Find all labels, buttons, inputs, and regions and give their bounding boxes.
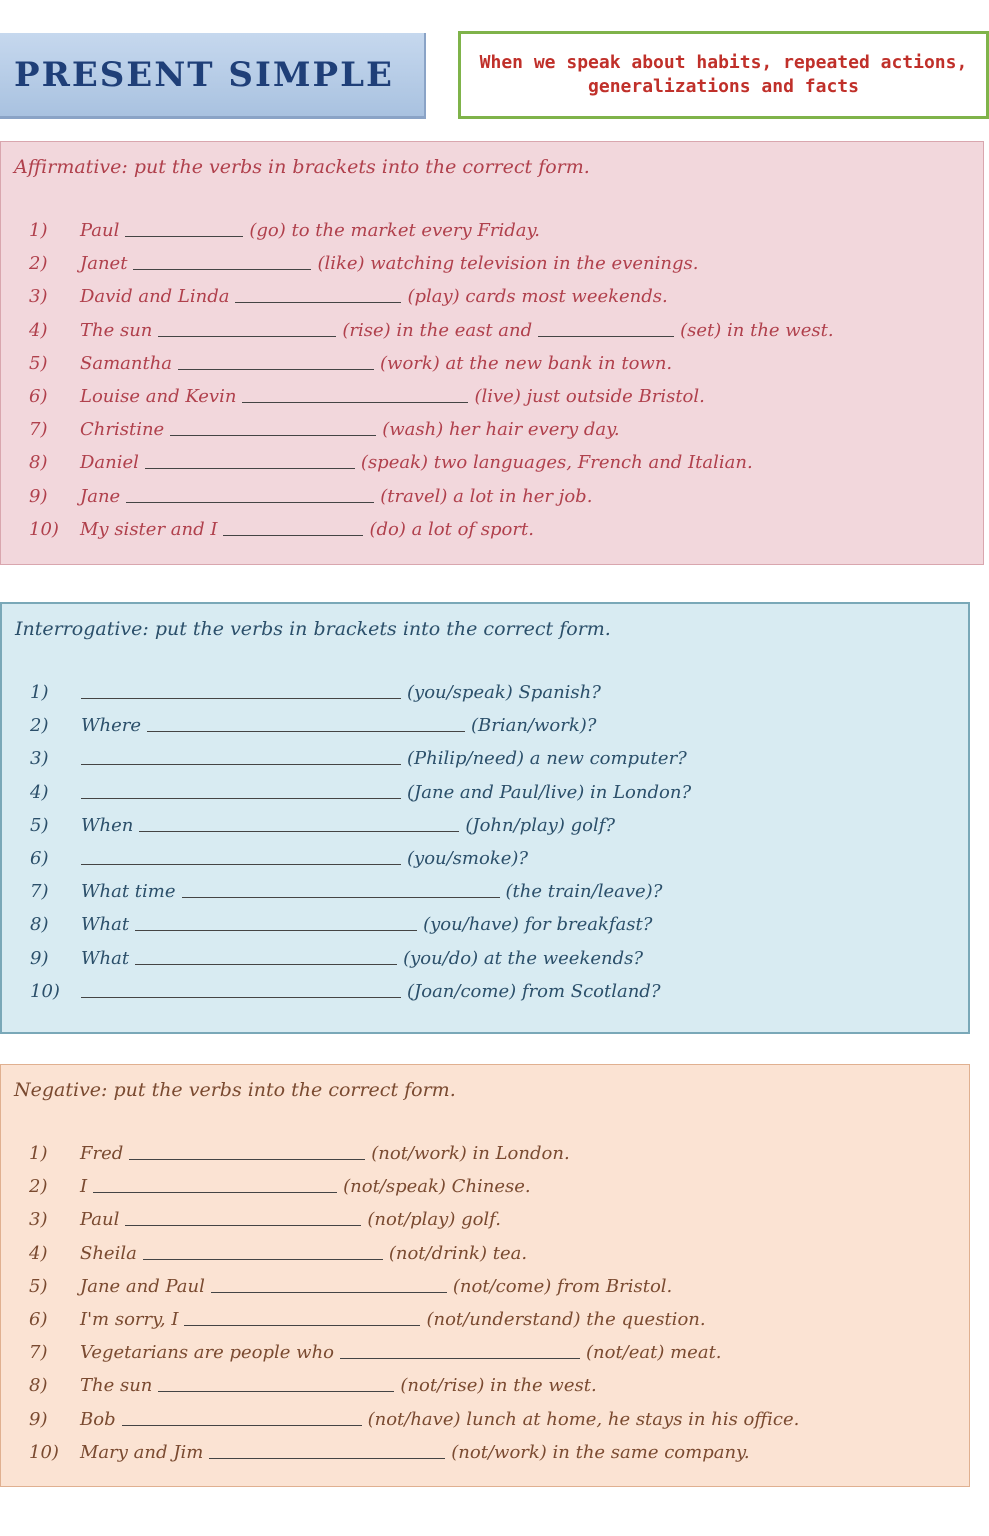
item-prompt: (Brian/work)? [471,715,597,737]
negative-section [0,1064,970,1487]
item-subject: What [81,947,130,969]
item-prompt: (like) watching television in the evenings. [317,253,699,275]
item-content [81,748,687,769]
item-content [80,1209,501,1230]
answer-blank[interactable] [147,717,465,732]
item-number: 10) [30,980,60,1002]
answer-blank[interactable] [182,883,500,898]
item-content [80,353,672,374]
item-subject: Bob [80,1408,116,1430]
item-prompt: (John/play) golf? [465,814,616,836]
item-number: 1) [29,220,48,241]
item-prompt: (not/drink) tea. [388,1242,528,1264]
item-content [81,881,662,902]
answer-blank[interactable] [178,355,374,370]
item-prompt: (not/speak) Chinese. [343,1176,531,1198]
item-number: 8) [29,1375,48,1397]
item-content [80,220,540,241]
item-number: 6) [29,1309,48,1330]
item-content [80,1409,799,1430]
answer-blank[interactable] [126,488,374,503]
item-subject: Mary and Jim [80,1441,204,1463]
item-number: 9) [29,485,48,507]
item-number: 3) [30,748,49,770]
affirmative-section [0,141,984,565]
item-prompt: (not/have) lunch at home, he stays in his office. [367,1408,800,1430]
answer-blank[interactable] [135,950,397,965]
item-number: 8) [29,452,48,474]
item-content [81,682,601,703]
interrogative-section [0,602,970,1034]
item-content [80,1442,750,1463]
item-subject: What [81,914,130,936]
answer-blank[interactable] [125,1211,361,1226]
answer-blank[interactable] [211,1278,447,1293]
item-content [81,848,528,869]
item-subject: Paul [80,220,120,241]
answer-blank[interactable] [81,850,401,865]
answer-blank[interactable] [143,1245,383,1260]
item-subject: Jane [80,485,121,507]
item-prompt: (rise) in the east and [342,319,533,341]
item-prompt: (the train/leave)? [505,881,663,903]
item-number: 9) [30,947,49,969]
item-number: 7) [30,881,49,903]
item-prompt: (not/eat) meat. [586,1342,722,1364]
answer-blank[interactable] [170,421,376,436]
section-heading: Affirmative: put the verbs in brackets into the correct form. [14,156,590,178]
item-number: 6) [29,386,48,407]
item-number: 5) [30,814,49,836]
item-subject: Janet [80,253,128,275]
item-prompt: (Philip/need) a new computer? [407,748,687,770]
item-prompt: (Jane and Paul/live) in London? [407,781,692,803]
item-content [80,286,668,307]
usage-note [458,31,989,119]
item-prompt: (speak) two languages, French and Italian. [360,452,753,474]
item-number: 4) [30,781,49,803]
item-number: 1) [30,682,49,703]
item-number: 4) [29,319,48,341]
item-subject: David and Linda [80,286,230,308]
item-content [80,1243,527,1264]
section-heading: Negative: put the verbs into the correct form. [14,1079,456,1101]
answer-blank[interactable] [209,1444,445,1459]
answer-blank[interactable] [81,750,401,765]
answer-blank[interactable] [158,322,336,337]
item-number: 4) [29,1242,48,1264]
item-number: 2) [29,253,48,275]
item-prompt: (you/smoke)? [407,848,529,869]
item-content [81,914,652,935]
answer-blank[interactable] [135,916,417,931]
item-subject: Daniel [80,452,139,474]
answer-blank[interactable] [93,1178,337,1193]
item-subject: I'm sorry, I [80,1309,179,1330]
item-number: 7) [29,1342,48,1364]
item-content [80,1375,597,1396]
item-prompt: (travel) a lot in her job. [380,485,593,507]
item-number: 10) [29,1441,59,1463]
item-subject: The sun [80,319,153,341]
item-prompt: (you/do) at the weekends? [403,947,644,969]
item-number: 5) [29,352,48,374]
item-subject: What time [81,881,176,903]
item-subject: Jane and Paul [80,1275,205,1297]
item-content [80,452,753,473]
item-prompt: (not/understand) the question. [426,1309,706,1330]
item-prompt: (play) cards most weekends. [407,286,668,308]
item-prompt: (live) just outside Bristol. [474,386,705,407]
answer-blank[interactable] [133,255,311,270]
item-subject: My sister and I [80,518,218,540]
item-number: 8) [30,914,49,936]
answer-blank[interactable] [81,684,401,699]
answer-blank[interactable] [184,1311,420,1326]
item-content [81,782,691,803]
item-content [81,948,643,969]
item-prompt: (not/work) in the same company. [451,1441,750,1463]
answer-blank[interactable] [538,322,674,337]
item-number: 2) [29,1176,48,1198]
item-content [80,1342,722,1363]
item-content [81,815,615,836]
item-prompt: (go) to the market every Friday. [249,220,541,241]
item-number: 1) [29,1143,48,1164]
answer-blank[interactable] [129,1145,365,1160]
item-subject: I [80,1176,88,1198]
answer-blank[interactable] [223,521,363,536]
item-content [80,519,534,540]
item-number: 9) [29,1408,48,1430]
item-number: 7) [29,419,48,441]
answer-blank[interactable] [81,784,401,799]
item-prompt: (set) in the west. [680,319,834,341]
item-prompt: (wash) her hair every day. [382,419,620,441]
item-content [81,715,596,736]
item-subject: Samantha [80,352,173,374]
item-prompt: (do) a lot of sport. [369,518,534,540]
item-subject: When [81,814,134,836]
item-prompt: (not/come) from Bristol. [452,1275,673,1297]
item-content [80,486,592,507]
item-subject: Louise and Kevin [80,386,237,407]
item-content [80,320,834,341]
item-number: 3) [29,286,48,308]
usage-text: When we speak about habits, repeated actions, generalizations and facts [479,52,968,97]
item-subject: Sheila [80,1242,137,1264]
answer-blank[interactable] [139,817,459,832]
item-content [81,981,660,1002]
item-subject: Where [81,715,142,737]
item-number: 5) [29,1275,48,1297]
item-content [80,1143,570,1164]
item-subject: The sun [80,1375,153,1397]
item-prompt: (you/have) for breakfast? [423,914,653,936]
item-content [80,419,620,440]
item-prompt: (not/rise) in the west. [400,1375,597,1397]
answer-blank[interactable] [145,454,355,469]
answer-blank[interactable] [340,1344,580,1359]
page-title: PRESENT SIMPLE [14,54,394,95]
item-prompt: (work) at the new bank in town. [380,352,673,374]
answer-blank[interactable] [158,1377,394,1392]
item-prompt: (Joan/come) from Scotland? [407,980,661,1002]
item-prompt: (not/play) golf. [367,1209,501,1231]
item-number: 6) [30,848,49,869]
item-number: 10) [29,518,59,540]
item-prompt: (you/speak) Spanish? [407,682,601,703]
item-number: 3) [29,1209,48,1231]
item-content [80,253,698,274]
answer-blank[interactable] [81,983,401,998]
title-banner [0,33,426,119]
item-subject: Fred [80,1143,124,1164]
item-content [80,1309,706,1330]
item-content [80,386,705,407]
answer-blank[interactable] [242,388,468,403]
item-subject: Vegetarians are people who [80,1342,334,1364]
item-content [80,1176,531,1197]
item-number: 2) [30,715,49,737]
item-subject: Christine [80,419,165,441]
answer-blank[interactable] [122,1411,362,1426]
section-heading: Interrogative: put the verbs in brackets into the correct form. [15,618,611,640]
answer-blank[interactable] [125,222,243,237]
item-prompt: (not/work) in London. [371,1143,570,1164]
answer-blank[interactable] [235,288,401,303]
item-content [80,1276,672,1297]
item-subject: Paul [80,1209,120,1231]
